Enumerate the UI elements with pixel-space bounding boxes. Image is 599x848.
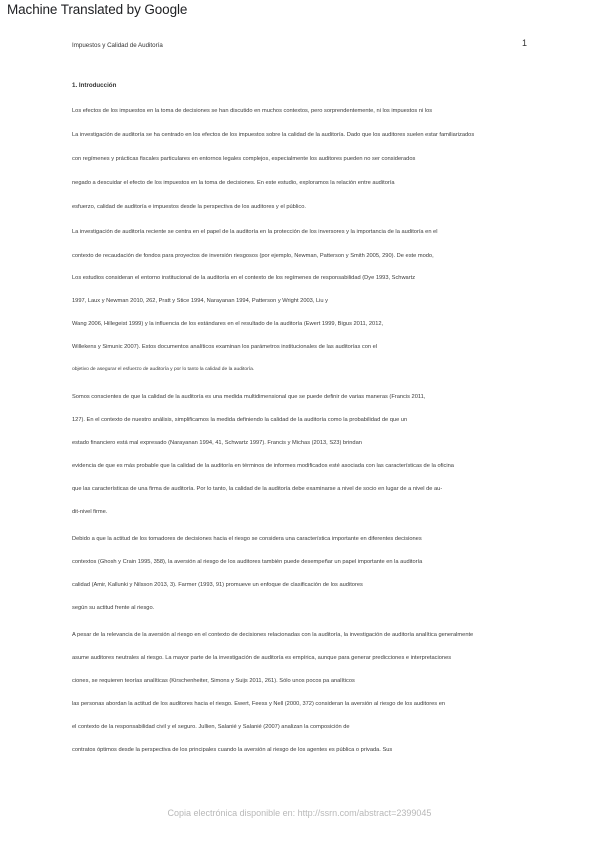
body-line: contratos óptimos desde la perspectiva de los principales cuando la aversión al riesgo de los agentes es pública o privada. Sus (72, 747, 393, 753)
body-line: ciones, se requieren teorías analíticas (Kirschenheiter, Simons y Suijs 2011, 261). Sólo unos pocos pa analíticos (72, 678, 355, 684)
body-line: La investigación de auditoría reciente se centra en el papel de la auditoría en la protección de los inversores y la importancia de la auditoría en el (72, 229, 438, 235)
body-line: dit-nivel firme. (72, 509, 108, 515)
body-line: contextos (Ghosh y Crain 1995, 358), la aversión al riesgo de los auditores también puede desempeñar un papel importante en la auditoría (72, 559, 423, 565)
body-line: A pesar de la relevancia de la aversión al riesgo en el contexto de decisiones relacionadas con la auditoría, la investigación de auditoría analítica generalmente (72, 632, 474, 638)
page-number: 1 (522, 38, 528, 48)
machine-translation-banner: Machine Translated by Google (7, 2, 188, 17)
body-line: contexto de recaudación de fondos para proyectos de inversión riesgosos (por ejemplo, Newman, Patterson y Smith 2005, 290). De este modo, (72, 253, 434, 259)
body-line: calidad (Amir, Kallunki y Nilsson 2013, 3). Farmer (1993, 91) promueve un enfoque de clasificación de los auditores (72, 582, 363, 588)
body-line: La investigación de auditoría se ha centrado en los efectos de los impuestos sobre la calidad de la auditoría. Dado que los auditores suelen estar familiarizados (72, 132, 475, 138)
body-line: estado financiero está mal expresado (Narayanan 1994, 41, Schwartz 1997). Francis y Michas (2013, S23) brindan (72, 440, 362, 446)
body-line: evidencia de que es más probable que la calidad de la auditoría en términos de informes modificados esté asociada con las características de la oficina (72, 463, 454, 469)
body-line: 127). En el contexto de nuestro análisis, simplificamos la medida definiendo la calidad de la auditoría como la probabilidad de que un (72, 417, 408, 423)
body-line: Los efectos de los impuestos en la toma de decisiones se han discutido en muchos contextos, pero sorprendentemente, ni los impuestos ni los (72, 108, 433, 114)
body-line: con regímenes y prácticas fiscales particulares en entornos legales complejos, especialmente los auditores pueden no ser considerados (72, 156, 416, 162)
body-line: Somos conscientes de que la calidad de la auditoría es una medida multidimensional que se puede definir de varias maneras (Francis 2011, (72, 394, 426, 400)
body-line: según su actitud frente al riesgo. (72, 605, 155, 611)
body-line: 1997, Laux y Newman 2010, 262, Pratt y Stice 1994, Narayanan 1994, Patterson y Wright 2003, Liu y (72, 298, 328, 304)
running-head: Impuestos y Calidad de Auditoría (72, 42, 163, 49)
body-line: el contexto de la responsabilidad civil y el seguro. Jullien, Salanié y Salanié (2007) analizan la composición de (72, 724, 350, 730)
body-line: Debido a que la actitud de los tomadores de decisiones hacia el riesgo se considera una característica importante en diferentes decisiones (72, 536, 422, 542)
body-line: las personas abordan la actitud de los auditores hacia el riesgo. Ewert, Feess y Nell (2000, 372) consideran la aversión al riesgo de los auditores en (72, 701, 446, 707)
ssrn-footer: Copia electrónica disponible en: http://ssrn.com/abstract=2399045 (167, 808, 432, 818)
body-line: negado a descuidar el efecto de los impuestos en la toma de decisiones. En este estudio, exploramos la relación entre auditoría (72, 180, 395, 186)
body-line: que las características de una firma de auditoría. Por lo tanto, la calidad de la auditoría debe examinarse a nivel de socio en lugar de a nivel de au- (72, 486, 443, 492)
body-line: objetivo de asegurar el esfuerzo de auditoría y por lo tanto la calidad de la auditoría. (72, 367, 255, 372)
body-line: esfuerzo, calidad de auditoría e impuestos desde la perspectiva de los auditores y el público. (72, 204, 306, 210)
section-heading: 1. Introducción (72, 82, 117, 89)
body-line: Wang 2006, Hillegeist 1999) y la influencia de los estándares en el resultado de la auditoría (Ewert 1999, Bigus 2011, 2012, (72, 321, 384, 327)
body-line: asume auditores neutrales al riesgo. La mayor parte de la investigación de auditoría es empírica, aunque para generar predicciones e interpretaciones (72, 655, 452, 661)
body-line: Los estudios consideran el entorno institucional de la auditoría en el contexto de los regímenes de responsabilidad (Dye 1993, Schwartz (72, 275, 416, 281)
body-line: Willekens y Simunic 2007). Estos documentos analíticos examinan los parámetros institucionales de las auditorías con el (72, 344, 378, 350)
